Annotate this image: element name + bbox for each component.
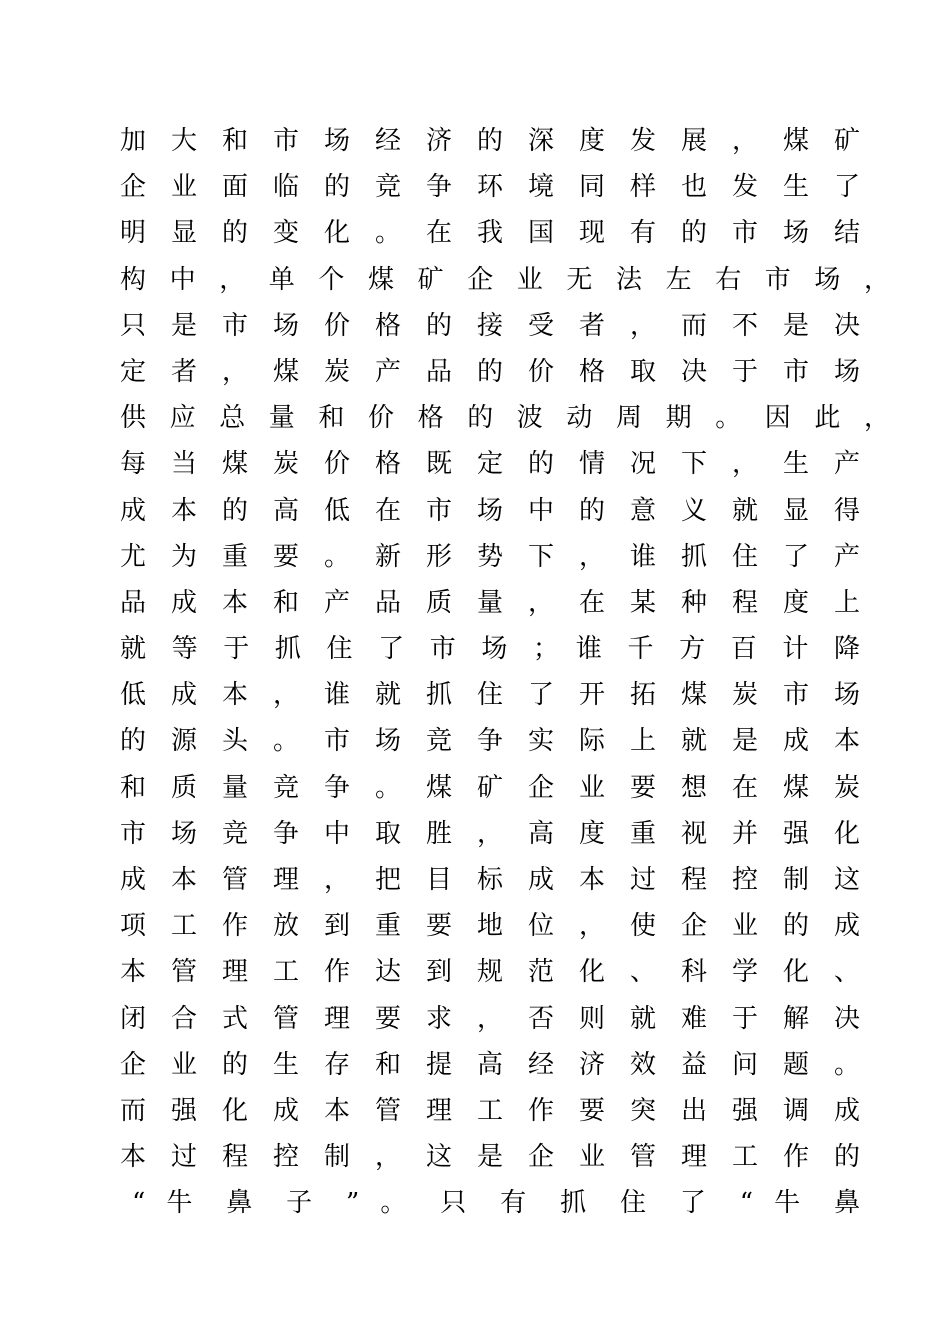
text-line-1: 加 大 和 市 场 经 济 的 深 度 发 展 ， 煤 矿 [120,126,860,156]
text-line-12: 就 等 于 抓 住 了 市 场 ； 谁 千 方 百 计 降 [120,634,860,665]
text-line-19: 本 管 理 工 作 达 到 规 范 化 、 科 学 化 、 [120,957,860,988]
text-line-24: “ 牛 鼻 子 ” 。 只 有 抓 住 了 “ 牛 鼻 [132,1188,860,1219]
text-line-15: 和 质 量 竞 争 。 煤 矿 企 业 要 想 在 煤 炭 [120,772,860,803]
text-line-22: 而 强 化 成 本 管 理 工 作 要 突 出 强 调 成 [120,1095,860,1126]
text-line-13: 低 成 本 ， 谁 就 抓 住 了 开 拓 煤 炭 市 场 [120,680,860,711]
text-line-3: 明 显 的 变 化 。 在 我 国 现 有 的 市 场 结 [120,218,860,249]
text-line-7: 供 应 总 量 和 价 格 的 波 动 周 期 。 因 此 ， [120,403,890,434]
text-line-17: 成 本 管 理 ， 把 目 标 成 本 过 程 控 制 这 [120,865,860,895]
text-line-8: 每 当 煤 炭 价 格 既 定 的 情 况 下 ， 生 产 [120,449,860,480]
text-line-10: 尤 为 重 要 。 新 形 势 下 ， 谁 抓 住 了 产 [120,541,860,572]
text-line-9: 成 本 的 高 低 在 市 场 中 的 意 义 就 显 得 [120,495,860,526]
text-line-18: 项 工 作 放 到 重 要 地 位 ， 使 企 业 的 成 [120,911,860,942]
text-line-20: 闭 合 式 管 理 要 求 ， 否 则 就 难 于 解 决 [120,1003,860,1034]
text-line-11: 品 成 本 和 产 品 质 量 ， 在 某 种 程 度 上 [120,587,860,618]
text-line-14: 的 源 头 。 市 场 竞 争 实 际 上 就 是 成 本 [120,726,860,757]
body-text [120,118,890,1227]
text-line-16: 市 场 竞 争 中 取 胜 ， 高 度 重 视 并 强 化 [120,818,860,849]
text-line-5: 只 是 市 场 价 格 的 接 受 者 ， 而 不 是 决 [120,310,860,341]
text-line-4: 构 中 ， 单 个 煤 矿 企 业 无 法 左 右 市 场 ， [120,264,890,295]
text-line-2: 企 业 面 临 的 竞 争 环 境 同 样 也 发 生 了 [120,172,860,203]
text-line-6: 定 者 ， 煤 炭 产 品 的 价 格 取 决 于 市 场 [120,356,860,387]
text-line-21: 企 业 的 生 存 和 提 高 经 济 效 益 问 题 。 [120,1049,860,1080]
text-line-23: 本 过 程 控 制 ， 这 是 企 业 管 理 工 作 的 [120,1142,860,1173]
